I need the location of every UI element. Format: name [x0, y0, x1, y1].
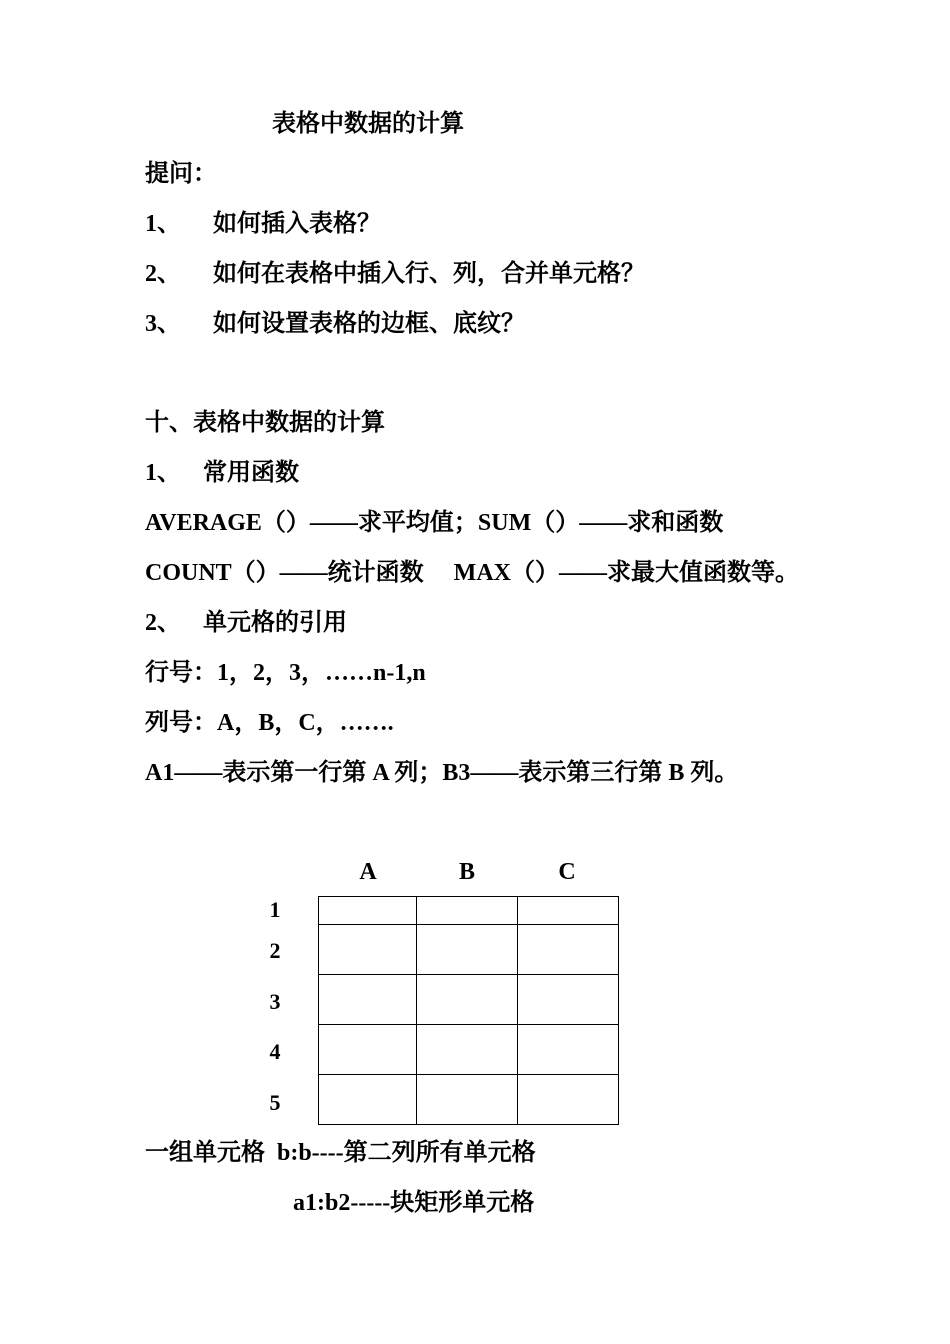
- functions-line-2: [145, 558, 799, 588]
- table-cell: [518, 897, 619, 925]
- question-text: 如何插入表格？: [213, 211, 381, 237]
- table-row: [319, 1025, 619, 1075]
- row-header-1: 1: [269, 897, 281, 922]
- table-row: [319, 897, 619, 925]
- group-cells-note: 一组单元格 b:b----第二列所有单元格: [145, 1140, 536, 1166]
- subsection-cell-reference: [145, 608, 347, 638]
- table-cell: [319, 1075, 417, 1125]
- table-cell: [417, 975, 518, 1025]
- question-text: 如何在表格中插入行、列，合并单元格？: [213, 261, 645, 287]
- table-cell: [417, 925, 518, 975]
- question-item: [145, 209, 381, 239]
- question-number: 3、: [145, 311, 181, 337]
- reference-example-text: A1——表示第一行第 A 列；B3——表示第三行第 B 列。: [145, 760, 739, 786]
- column-reference-text: 列号：A，B，C，…….: [145, 710, 394, 736]
- table-cell: [319, 975, 417, 1025]
- table-cell: [518, 1075, 619, 1125]
- questions-heading: 提问：: [145, 161, 217, 187]
- row-reference-text: 行号：1，2，3，……n-1,n: [145, 660, 426, 686]
- question-text: 如何设置表格的边框、底纹？: [213, 311, 525, 337]
- row-header-2: 2: [269, 938, 281, 963]
- table-cell: [319, 925, 417, 975]
- row-header-4: 4: [269, 1039, 281, 1064]
- table-cell: [518, 925, 619, 975]
- table-cell: [319, 1025, 417, 1075]
- question-item: [145, 309, 525, 339]
- column-header-a: A: [359, 859, 377, 885]
- column-header-c: C: [558, 859, 576, 885]
- table-row: [319, 925, 619, 975]
- section-heading: 十、表格中数据的计算: [145, 410, 385, 436]
- subsection-text: 常用函数: [203, 460, 299, 486]
- cell-grid-table: [318, 896, 619, 1125]
- count-function-text: COUNT（）——统计函数: [145, 560, 424, 586]
- table-row: [319, 1075, 619, 1125]
- subsection-number: 2、: [145, 610, 181, 636]
- table-cell: [417, 1025, 518, 1075]
- table-cell: [518, 975, 619, 1025]
- question-number: 2、: [145, 261, 181, 287]
- table-cell: [417, 1075, 518, 1125]
- question-item: [145, 259, 645, 289]
- table-cell: [417, 897, 518, 925]
- page-title: 表格中数据的计算: [272, 111, 464, 137]
- table-cell: [319, 897, 417, 925]
- subsection-text: 单元格的引用: [203, 610, 347, 636]
- table-cell: [518, 1025, 619, 1075]
- row-header-5: 5: [269, 1090, 281, 1115]
- table-row: [319, 975, 619, 1025]
- subsection-common-functions: [145, 458, 299, 488]
- max-function-text: MAX（）——求最大值函数等。: [453, 560, 799, 586]
- row-header-3: 3: [269, 989, 281, 1014]
- column-header-b: B: [458, 859, 475, 885]
- functions-line-1: AVERAGE（）——求平均值；SUM（）——求和函数: [145, 510, 724, 536]
- question-number: 1、: [145, 211, 181, 237]
- subsection-number: 1、: [145, 460, 181, 486]
- block-cells-note: a1:b2-----块矩形单元格: [293, 1190, 535, 1216]
